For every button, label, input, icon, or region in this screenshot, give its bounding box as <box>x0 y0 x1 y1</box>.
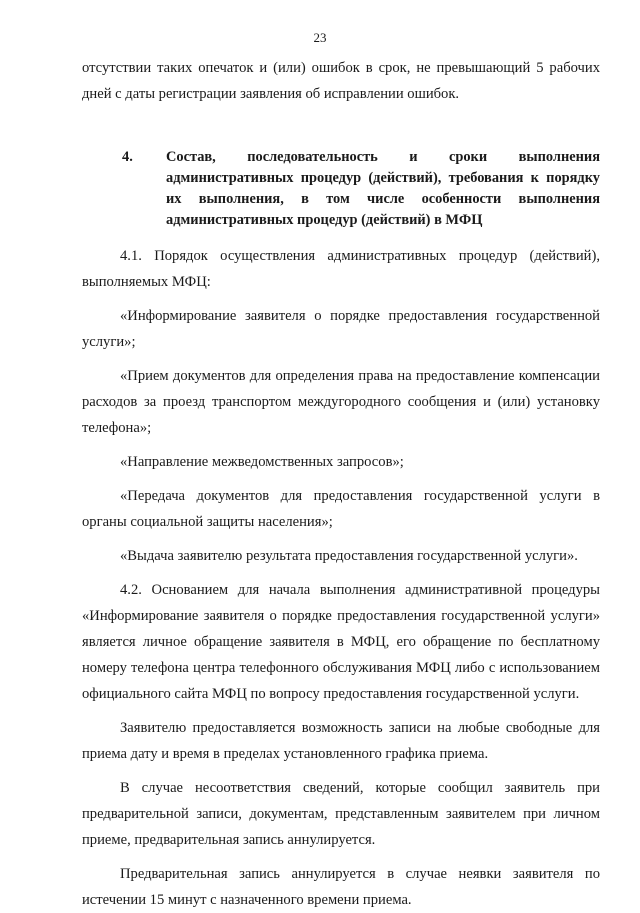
intro-paragraph: отсутствии таких опечаток и (или) ошибок в срок, не превышающий 5 рабочих дней с даты регистрации заявления об исправлении ошибок. <box>82 60 600 102</box>
paragraph-4-2: 4.2. Основанием для начала выполнения административной процедуры «Информирование заявителя о порядке предоставления государственной услуги» является личное обращение заявителя в МФЦ, его обращение по бесплатному номеру телефона центра телефонного обслуживания МФЦ либо с использованием официального сайта МФЦ по вопросу предоставления государственной услуги. <box>82 582 600 702</box>
section-heading <box>82 147 600 231</box>
procedure-item-interagency-requests: «Направление межведомственных запросов»; <box>120 454 404 470</box>
page-number: 23 <box>313 30 327 45</box>
section-number: 4. <box>122 149 133 165</box>
section-title: Состав, последовательность и сроки выполнения административных процедур (действий), требования к порядку их выполнения, в том числе особенности выполнения административных процедур (действий) в МФЦ <box>166 149 600 228</box>
paragraph-no-show: Предварительная запись аннулируется в случае неявки заявителя по истечении 15 минут с назначенного времени приема. <box>82 866 600 908</box>
procedure-item-result-delivery: «Выдача заявителю результата предоставления государственной услуги». <box>120 548 578 564</box>
procedure-item-informing: «Информирование заявителя о порядке предоставления государственной услуги»; <box>82 308 600 350</box>
paragraph-4-1: 4.1. Порядок осуществления административных процедур (действий), выполняемых МФЦ: <box>82 248 600 290</box>
paragraph-data-mismatch: В случае несоответствия сведений, которые сообщил заявитель при предварительной записи, документам, представленным заявителем при личном приеме, предварительная запись аннулируется. <box>82 780 600 848</box>
paragraph-appointment-booking: Заявителю предоставляется возможность записи на любые свободные для приема дату и время в пределах установленного графика приема. <box>82 720 600 762</box>
document-body <box>82 55 600 913</box>
procedure-item-document-transfer: «Передача документов для предоставления государственной услуги в органы социальной защиты населения»; <box>82 488 600 530</box>
procedure-item-receiving-documents: «Прием документов для определения права на предоставление компенсации расходов за проезд транспортом междугородного сообщения и (или) установку телефона»; <box>82 368 600 436</box>
